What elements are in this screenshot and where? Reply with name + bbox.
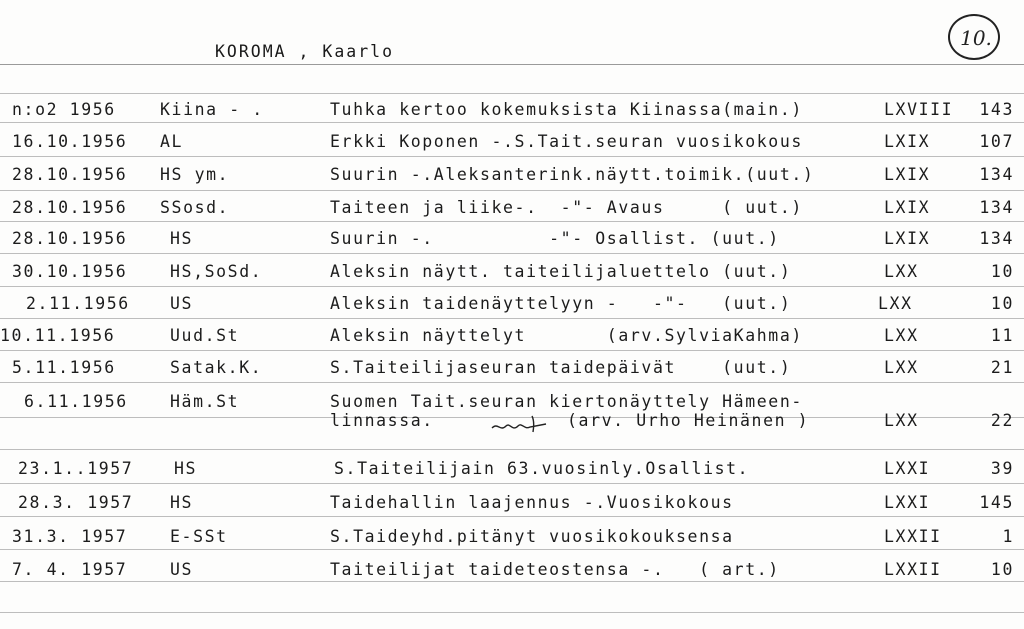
entry-date: 31.3. 1957 (12, 527, 128, 546)
entry-title: Aleksin näytt. taiteilijaluettelo (uut.) (330, 262, 792, 281)
entry-source: AL (160, 132, 184, 151)
entry-page: 10 (990, 294, 1014, 313)
entry-date: 6.11.1956 (24, 392, 128, 411)
entry-volume: LXIX (884, 198, 931, 217)
entry-page: 1 (1002, 527, 1014, 546)
entry-volume: LXX (878, 294, 913, 313)
entry-title: Taiteen ja liike-. -"- Avaus ( uut.) (330, 198, 803, 217)
entry-title: Taiteilijat taideteostensa -. ( art.) (330, 560, 780, 579)
handwritten-annotation (490, 412, 550, 434)
entry-source: US (170, 294, 194, 313)
ruled-line (0, 156, 1024, 157)
entry-source: HS,SoSd. (170, 262, 263, 281)
ruled-line (0, 286, 1024, 287)
person-name: KOROMA , Kaarlo (215, 42, 395, 61)
ruled-line (0, 612, 1024, 613)
entry-date: 7. 4. 1957 (12, 560, 128, 579)
entry-page: 10 (990, 262, 1014, 281)
entry-date: 10.11.1956 (0, 326, 116, 345)
entry-source: E-SSt (170, 527, 228, 546)
entry-volume: LXIX (884, 132, 931, 151)
entry-date: 30.10.1956 (12, 262, 128, 281)
ruled-line (0, 93, 1024, 94)
entry-title: S.Taiteilijain 63.vuosinly.Osallist. (334, 459, 750, 478)
entry-page: 134 (979, 165, 1014, 184)
entry-source: SSosd. (160, 198, 230, 217)
entry-source: US (170, 560, 194, 579)
entry-title: S.Taiteilijaseuran taidepäivät (uut.) (330, 358, 792, 377)
entry-title: Suomen Tait.seuran kiertonäyttely Hämeen- (330, 392, 803, 411)
entry-source: HS ym. (160, 165, 230, 184)
entry-volume: LXIX (884, 229, 931, 248)
entry-title-reviewer: (arv. Urho Heinänen ) (567, 411, 810, 430)
entry-title: Suurin -.Aleksanterink.näytt.toimik.(uut.) (330, 165, 815, 184)
entry-source: Häm.St (170, 392, 240, 411)
ruled-line (0, 516, 1024, 517)
entry-volume: LXX (884, 358, 919, 377)
ruled-line (0, 122, 1024, 123)
entry-page: 39 (990, 459, 1014, 478)
entry-volume: LXXI (884, 459, 931, 478)
entry-title: Tuhka kertoo kokemuksista Kiinassa(main.) (330, 100, 803, 119)
entry-volume: LXVIII (884, 100, 954, 119)
entry-source: HS (174, 459, 198, 478)
entry-volume: LXXI (884, 493, 931, 512)
entry-title: Aleksin näyttelyt (arv.SylviaKahma) (330, 326, 803, 345)
entry-page: 107 (979, 132, 1014, 151)
entry-page: 143 (979, 100, 1014, 119)
header-rule (0, 64, 1024, 65)
entry-page: 10 (990, 560, 1014, 579)
ruled-line (0, 483, 1024, 484)
entry-date: 28.10.1956 (12, 165, 128, 184)
entry-title: Suurin -. -"- Osallist. (uut.) (330, 229, 780, 248)
entry-date: 16.10.1956 (12, 132, 128, 151)
ruled-line (0, 449, 1024, 450)
entry-title: Aleksin taidenäyttelyyn - -"- (uut.) (330, 294, 792, 313)
ruled-line (0, 253, 1024, 254)
entry-source: HS (170, 229, 194, 248)
entry-page: 21 (990, 358, 1014, 377)
entry-title: S.Taideyhd.pitänyt vuosikokouksensa (330, 527, 734, 546)
entry-source: HS (170, 493, 194, 512)
ruled-line (0, 549, 1024, 550)
ruled-line (0, 221, 1024, 222)
entry-date: 2.11.1956 (26, 294, 130, 313)
entry-volume: LXX (884, 262, 919, 281)
entry-date: 23.1..1957 (18, 459, 134, 478)
card-number-circle (948, 14, 1000, 60)
entry-source: Kiina - . (160, 100, 264, 119)
entry-page: 134 (979, 229, 1014, 248)
ruled-line (0, 382, 1024, 383)
entry-page: 145 (979, 493, 1014, 512)
entry-title: Erkki Koponen -.S.Tait.seuran vuosikokous (330, 132, 803, 151)
entry-volume: LXX (884, 326, 919, 345)
ruled-line (0, 581, 1024, 582)
entry-date: 5.11.1956 (12, 358, 116, 377)
entry-page: 22 (990, 411, 1014, 430)
entry-volume: LXXII (884, 527, 942, 546)
entry-page: 134 (979, 198, 1014, 217)
card-number: 10. (960, 26, 992, 50)
entry-title-continued: linnassa. (330, 411, 434, 430)
entry-volume: LXIX (884, 165, 931, 184)
entry-date: n:o2 1956 (12, 100, 116, 119)
entry-title: Taidehallin laajennus -.Vuosikokous (330, 493, 734, 512)
entry-date: 28.3. 1957 (18, 493, 134, 512)
ruled-line (0, 190, 1024, 191)
entry-volume: LXX (884, 411, 919, 430)
ruled-line (0, 318, 1024, 319)
entry-date: 28.10.1956 (12, 229, 128, 248)
entry-source: Satak.K. (170, 358, 263, 377)
entry-date: 28.10.1956 (12, 198, 128, 217)
entry-page: 11 (990, 326, 1014, 345)
entry-source: Uud.St (170, 326, 240, 345)
entry-volume: LXXII (884, 560, 942, 579)
ruled-line (0, 350, 1024, 351)
